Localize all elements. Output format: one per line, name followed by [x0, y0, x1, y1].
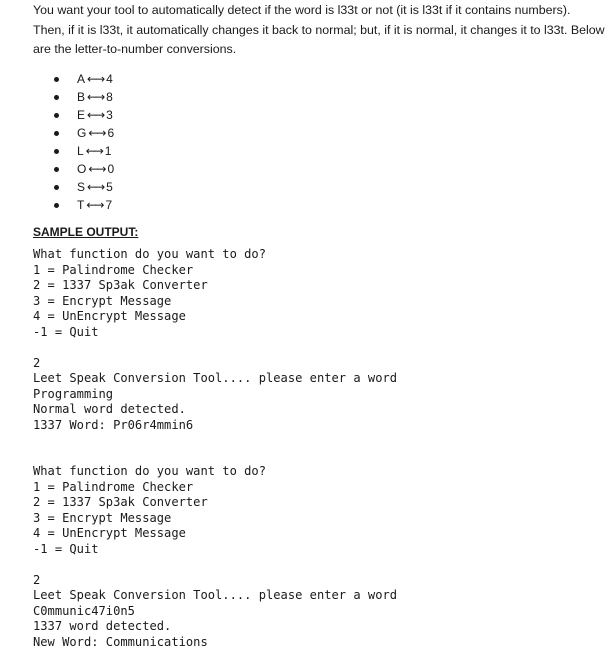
bullet-icon: [54, 185, 59, 190]
console-run: [33, 356, 608, 434]
user-choice: 2: [33, 355, 41, 370]
bullet-icon: [54, 95, 59, 100]
bullet-icon: [54, 167, 59, 172]
conversion-number: 1: [104, 143, 112, 158]
conversion-result: New Word: Communications: [33, 634, 208, 649]
conversion-letter: G: [77, 125, 87, 140]
conversion-item: [33, 196, 608, 214]
bullet-icon: [54, 149, 59, 154]
conversion-number: 6: [107, 125, 115, 140]
conversion-letter: S: [77, 180, 86, 195]
menu-option: 1 = Palindrome Checker: [33, 479, 194, 494]
menu-option: 3 = Encrypt Message: [33, 293, 172, 308]
sample-output-heading: SAMPLE OUTPUT:: [33, 225, 139, 240]
double-arrow-icon: ←→: [87, 107, 104, 122]
double-arrow-icon: ←→: [85, 143, 102, 158]
menu-prompt: What function do you want to do?: [33, 247, 266, 262]
console-menu: [33, 464, 608, 557]
conversion-letter: B: [77, 89, 86, 104]
bullet-icon: [54, 113, 59, 118]
tool-prompt: Leet Speak Conversion Tool.... please enter a word: [33, 371, 398, 386]
conversion-result: 1337 Word: Pr06r4mmin6: [33, 417, 194, 432]
conversion-letter: A: [77, 71, 86, 86]
conversion-item: [33, 106, 608, 124]
menu-option: 1 = Palindrome Checker: [33, 262, 194, 277]
double-arrow-icon: ←→: [88, 125, 105, 140]
document-page: [33, 0, 608, 650]
conversion-letter: O: [77, 161, 87, 176]
intro-line: are the letter-to-number conversions.: [33, 42, 237, 56]
conversion-item: [33, 160, 608, 178]
menu-option: -1 = Quit: [33, 324, 99, 339]
menu-option: 4 = UnEncrypt Message: [33, 309, 186, 324]
input-word: Programming: [33, 386, 114, 401]
menu-option: 4 = UnEncrypt Message: [33, 526, 186, 541]
conversion-number: 7: [105, 198, 113, 213]
input-word: C0mmunic47i0n5: [33, 603, 135, 618]
double-arrow-icon: ←→: [87, 71, 104, 86]
detection-message: Normal word detected.: [33, 402, 186, 417]
conversion-list: [33, 70, 608, 215]
console-menu: [33, 247, 608, 340]
tool-prompt: Leet Speak Conversion Tool.... please enter a word: [33, 588, 398, 603]
conversion-item: [33, 70, 608, 88]
detection-message: 1337 word detected.: [33, 619, 172, 634]
conversion-letter: E: [77, 107, 86, 122]
double-arrow-icon: ←→: [88, 161, 105, 176]
conversion-item: [33, 124, 608, 142]
menu-option: -1 = Quit: [33, 541, 99, 556]
conversion-item: [33, 178, 608, 196]
user-choice: 2: [33, 572, 41, 587]
double-arrow-icon: ←→: [86, 198, 103, 213]
intro-paragraph: [33, 0, 608, 60]
conversion-number: 5: [106, 180, 113, 195]
intro-line: Then, if it is l33t, it automatically changes it back to normal; but, if it is normal, it changes it to l33t. Below: [33, 22, 605, 37]
conversion-item: [33, 142, 608, 160]
bullet-icon: [54, 203, 59, 208]
intro-line: You want your tool to automatically detect if the word is l33t or not (it is l33t if it contains numbers).: [33, 3, 571, 17]
conversion-letter: L: [77, 143, 84, 158]
menu-option: 2 = 1337 Sp3ak Converter: [33, 278, 208, 293]
conversion-number: 4: [106, 71, 113, 86]
menu-option: 3 = Encrypt Message: [33, 510, 172, 525]
conversion-item: [33, 88, 608, 106]
menu-prompt: What function do you want to do?: [33, 464, 266, 479]
double-arrow-icon: ←→: [87, 89, 104, 104]
double-arrow-icon: ←→: [87, 180, 104, 195]
conversion-letter: T: [77, 198, 85, 213]
conversion-number: 0: [107, 161, 115, 176]
conversion-number: 3: [106, 107, 113, 122]
bullet-icon: [54, 77, 59, 82]
console-run: [33, 573, 608, 651]
conversion-number: 8: [106, 89, 113, 104]
menu-option: 2 = 1337 Sp3ak Converter: [33, 495, 208, 510]
bullet-icon: [54, 131, 59, 136]
